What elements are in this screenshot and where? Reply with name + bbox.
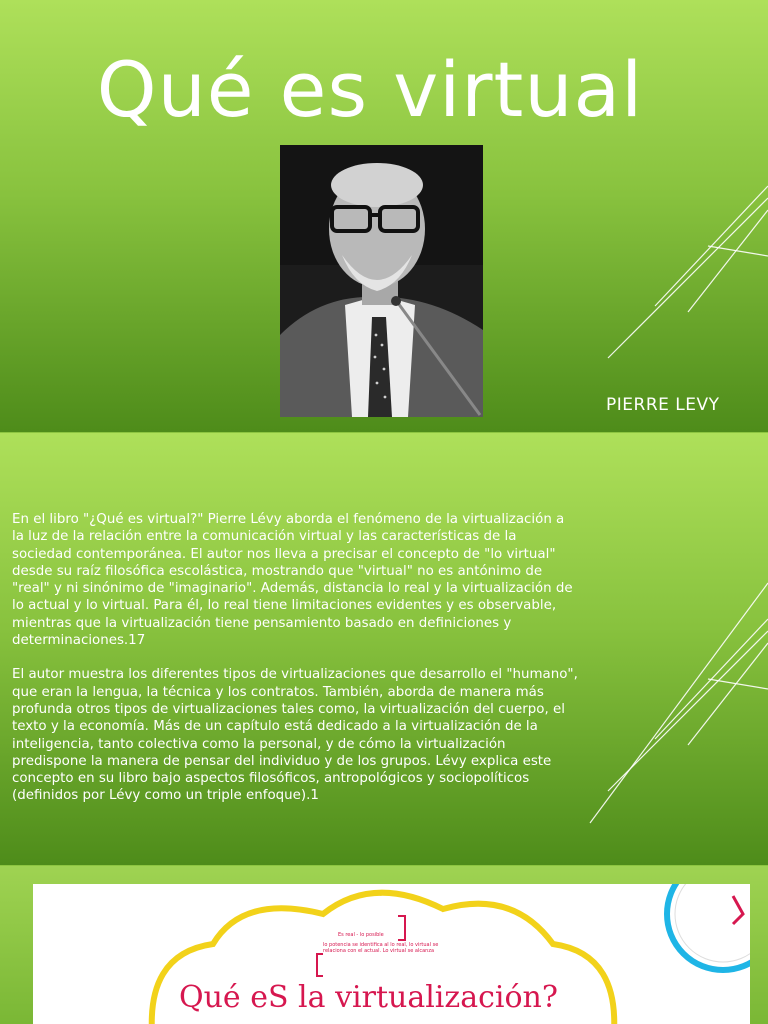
slide-title-text: Qué es virtual bbox=[96, 45, 644, 134]
photo-caption: PIERRE LEVY bbox=[606, 395, 720, 415]
portrait-photo bbox=[280, 145, 483, 417]
svg-text:lo potencia se identifica al l: lo potencia se identifica al lo real, lo virtual se bbox=[323, 942, 439, 948]
paragraph-2: El autor muestra los diferentes tipos de virtualizaciones que desarrollo el "humano", que eran la lengua, la técnica y los contratos. También, aborda de manera más profunda otros tipos de virtualizaciones tales como, la virtualización del cuerpo, el texto y la economía. Más de un capítulo está dedicado a la virtualización de la inteligencia, tanto colectiva como la personal, y de cómo la virtualización predispone la manera de pensar del individuo y de los grupos. Lévy explica este concepto en su libro bajo aspectos filosóficos, antropológicos y sociopolíticos (definidos por Lévy como un triple enfoque).1 bbox=[12, 667, 578, 804]
svg-text:Es real - lo posible: Es real - lo posible bbox=[338, 932, 384, 938]
virtualization-image bbox=[33, 884, 750, 1024]
slide-image bbox=[0, 866, 768, 1024]
svg-text:relaciona con el actual. Lo vi: relaciona con el actual. Lo virtual se alcanza bbox=[323, 948, 435, 954]
paragraph-1: En el libro "¿Qué es virtual?" Pierre Lévy aborda el fenómeno de la virtualización a la luz de la relación entre la comunicación virtual y las características de la sociedad contemporánea. El autor nos lleva a precisar el concepto de "lo virtual" desde su raíz filosófica escolástica, mostrando que "virtual" no es antónimo de "real" y ni sinónimo de "imaginario". Además, distancia lo real y la virtualización de lo actual y lo virtual. Para él, lo real tiene limitaciones evidentes y es observable, mientras que la virtualización tiene pensamiento basado en definiciones y determinaciones.17 bbox=[12, 512, 573, 649]
cloud-title: Qué eS la virtualización? bbox=[179, 980, 558, 1015]
slide-description bbox=[0, 433, 768, 865]
slide-title bbox=[0, 0, 768, 432]
body-text bbox=[12, 511, 578, 822]
